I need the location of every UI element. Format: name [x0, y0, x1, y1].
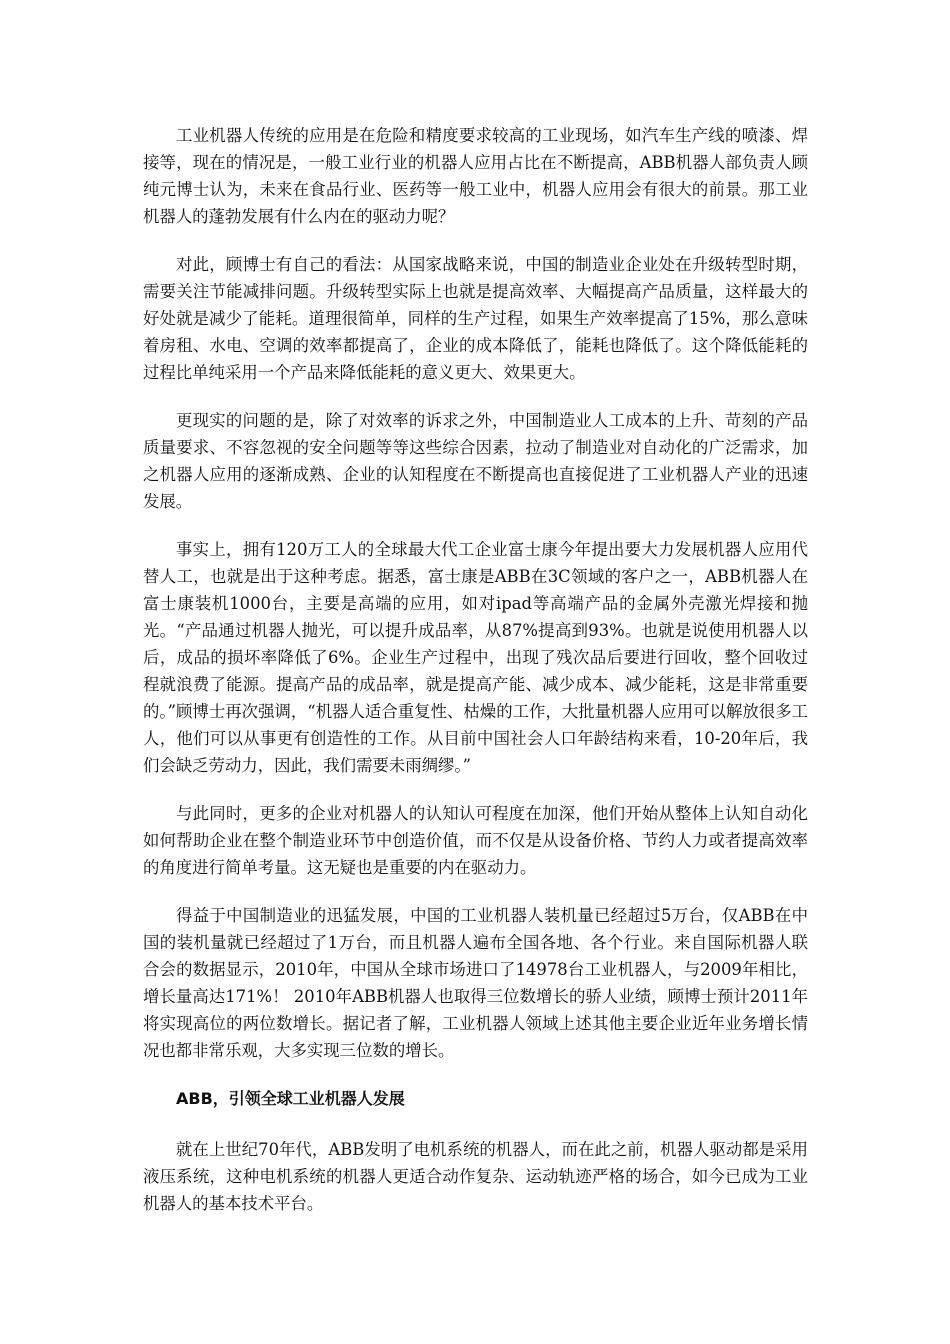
paragraph-6: 得益于中国制造业的迅猛发展，中国的工业机器人装机量已经超过5万台，仅ABB在中国的装机量就已经超过了1万台，而且机器人遍布全国各地、各个行业。来自国际机器人联合会的数据显示，2010年，中国从全球市场进口了14978台工业机器人，与2009年相比，增长量高达171%！ 2010年ABB机器人也取得三位数增长的骄人业绩，顾博士预计2011年将实现高位的两位数增长。据记者了解，工业机器人领域上述其他主要企业近年业务增长情况也都非常乐观，大多实现三位数的增长。 [143, 906, 808, 1060]
section-heading: ABB，引领全球工业机器人发展 [176, 1089, 405, 1108]
paragraph-7: 就在上世纪70年代，ABB发明了电机系统的机器人，而在此之前，机器人驱动都是采用液压系统，这种电机系统的机器人更适合动作复杂、运动轨迹严格的场合，如今已成为工业机器人的基本技术平台。 [143, 1140, 808, 1213]
document-page [143, 122, 808, 1238]
paragraph-2: 对此，顾博士有自己的看法：从国家战略来说，中国的制造业企业处在升级转型时期，需要关注节能减排问题。升级转型实际上也就是提高效率、大幅提高产品质量，这样最大的好处就是减少了能耗。道理很简单，同样的生产过程，如果生产效率提高了15%，那么意味着房租、水电、空调的效率都提高了，企业的成本降低了，能耗也降低了。这个降低能耗的过程比单纯采用一个产品来降低能耗的意义更大、效果更大。 [143, 255, 808, 382]
paragraph-1: 工业机器人传统的应用是在危险和精度要求较高的工业现场，如汽车生产线的喷漆、焊接等，现在的情况是，一般工业行业的机器人应用占比在不断提高，ABB机器人部负责人顾纯元博士认为，未来在食品行业、医药等一般工业中，机器人应用会有很大的前景。那工业机器人的蓬勃发展有什么内在的驱动力呢？ [143, 126, 808, 226]
paragraph-4: 事实上，拥有120万工人的全球最大代工企业富士康今年提出要大力发展机器人应用代替人工，也就是出于这种考虑。据悉，富士康是ABB在3C领域的客户之一，ABB机器人在富士康装机1000台，主要是高端的应用，如对ipad等高端产品的金属外壳激光焊接和抛光。“产品通过机器人抛光，可以提升成品率，从87%提高到93%。也就是说使用机器人以后，成品的损坏率降低了6%。企业生产过程中，出现了残次品后要进行回收，整个回收过程就浪费了能源。提高产品的成品率，就是提高产能、减少成本、减少能耗，这是非常重要的。”顾博士再次强调，“机器人适合重复性、枯燥的工作，大批量机器人应用可以解放很多工人，他们可以从事更有创造性的工作。从目前中国社会人口年龄结构来看，10-20年后，我们会缺乏劳动力，因此，我们需要未雨绸缪。” [143, 540, 808, 775]
paragraph-3: 更现实的问题的是，除了对效率的诉求之外，中国制造业人工成本的上升、苛刻的产品质量要求、不容忽视的安全问题等等这些综合因素，拉动了制造业对自动化的广泛需求，加之机器人应用的逐渐成熟、企业的认知程度在不断提高也直接促进了工业机器人产业的迅速发展。 [143, 411, 808, 511]
paragraph-5: 与此同时，更多的企业对机器人的认知认可程度在加深，他们开始从整体上认知自动化如何帮助企业在整个制造业环节中创造价值，而不仅是从设备价格、节约人力或者提高效率的角度进行简单考量。这无疑也是重要的内在驱动力。 [143, 804, 808, 877]
